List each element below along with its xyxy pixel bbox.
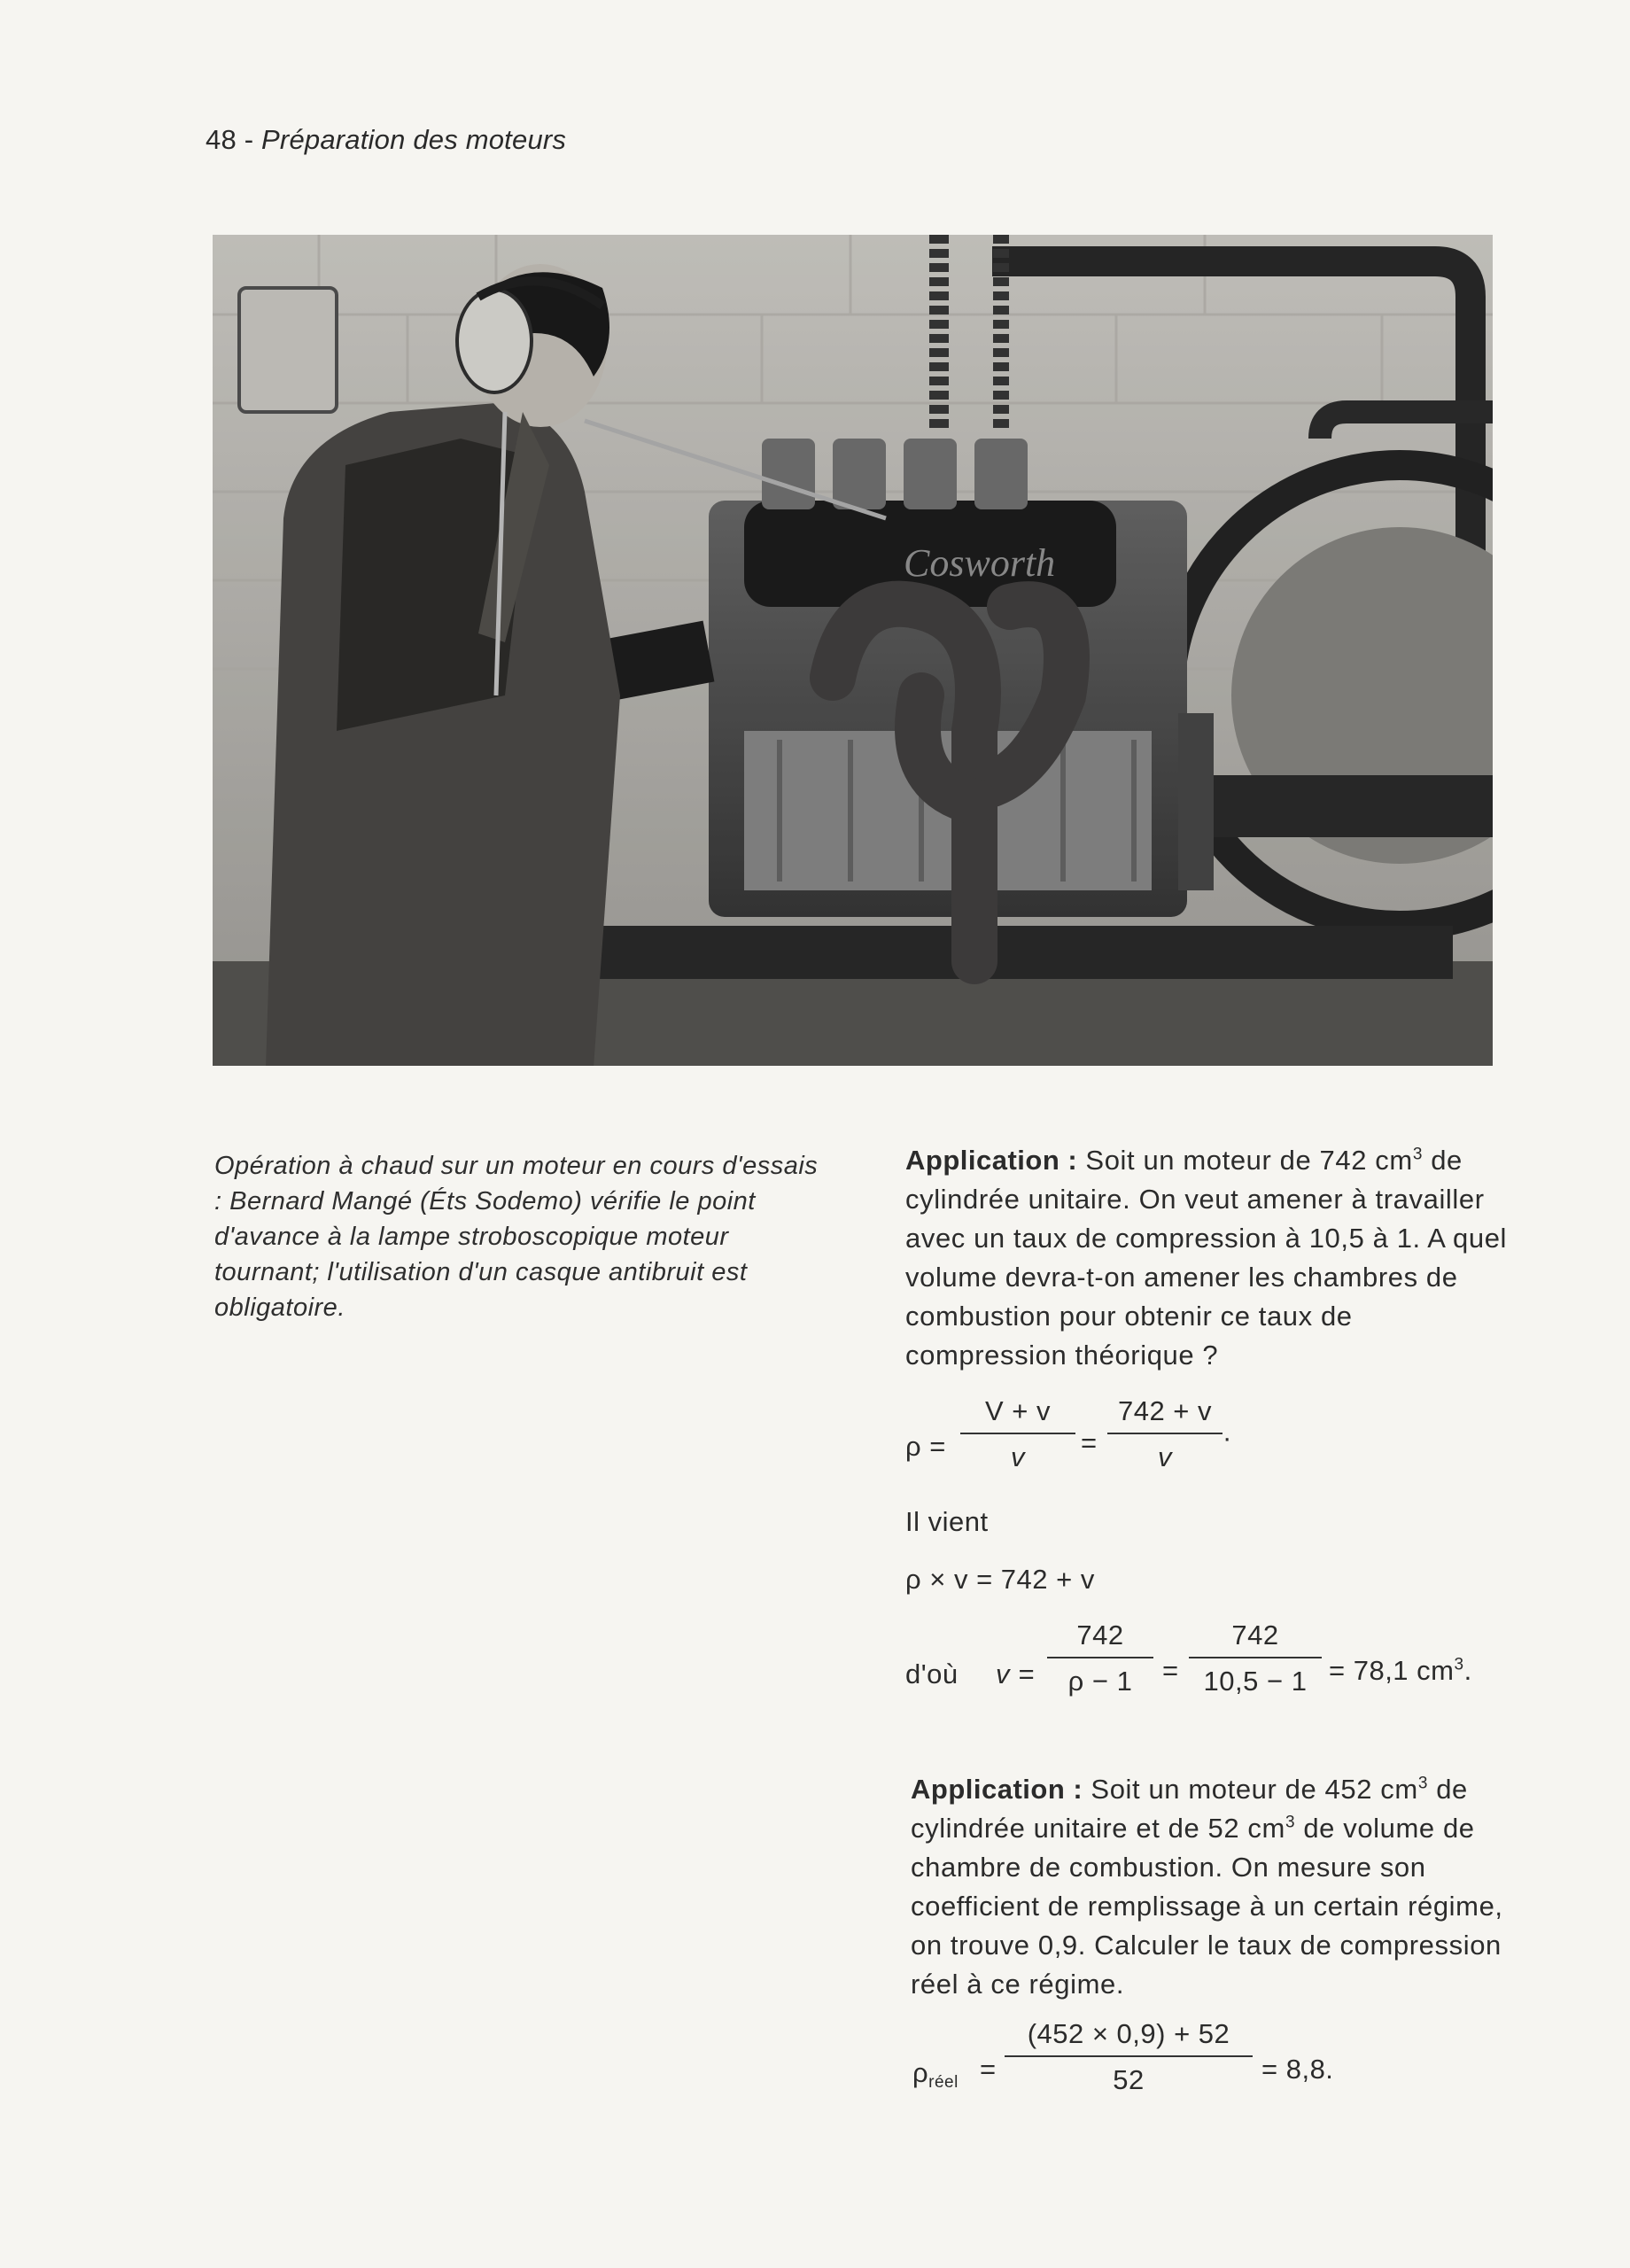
application-1-label: Application : — [905, 1145, 1078, 1176]
engine-test-photo — [213, 235, 1493, 1066]
eq4-fraction — [1005, 2018, 1253, 2096]
application-2-text-a: Soit un moteur de 452 cm — [1083, 1774, 1418, 1805]
eq1-equals: = — [1081, 1427, 1098, 1458]
eq3-equals: = — [1162, 1655, 1179, 1686]
equation-2: ρ × v = 742 + v — [905, 1564, 1095, 1595]
equation-3 — [905, 1619, 1525, 1717]
application-2-label: Application : — [911, 1774, 1083, 1805]
eq4-rho-subscript: réel — [928, 2073, 959, 2092]
application-1-text-b: de cylindrée unitaire. On veut amener à travailler avec un taux de compression à 10,5 à 1. A quel volume devra-t-on amener les chambres de combustion pour obtenir ce taux de compression théorique ? — [905, 1145, 1508, 1371]
il-vient-text: Il vient — [905, 1506, 989, 1537]
eq4-rho: ρ — [912, 2057, 929, 2088]
eq1-frac1-numerator: V + v — [960, 1395, 1075, 1434]
eq4-numerator: (452 × 0,9) + 52 — [1005, 2018, 1253, 2057]
eq1-lhs: ρ = — [905, 1431, 946, 1462]
eq1-frac2-denominator: v — [1158, 1441, 1172, 1472]
running-header — [206, 124, 566, 156]
application-2-sup-b: 3 — [1285, 1813, 1296, 1832]
eq3-fraction-2 — [1189, 1619, 1322, 1697]
eq4-result: = 8,8. — [1261, 2054, 1334, 2085]
application-1-paragraph — [905, 1141, 1508, 1375]
engine-brand-text: Cosworth — [904, 541, 1056, 585]
eq3-prefix: d'où — [905, 1658, 959, 1689]
equation-1 — [905, 1395, 1525, 1493]
eq3-frac2-numerator: 742 — [1189, 1619, 1322, 1658]
eq1-frac2-numerator: 742 + v — [1107, 1395, 1222, 1434]
eq3-frac2-denominator: 10,5 − 1 — [1203, 1666, 1308, 1697]
eq3-lhs: v = — [996, 1658, 1035, 1689]
eq1-frac1-denominator: v — [1011, 1441, 1025, 1472]
application-2-paragraph — [911, 1770, 1513, 2004]
photo-caption: Opération à chaud sur un moteur en cours d'essais : Bernard Mangé (Éts Sodemo) vérifie le point d'avance à la lampe stroboscopique moteur tournant; l'utilisation d'un casque antibruit est obligatoire. — [214, 1152, 819, 1322]
eq1-end-dot: · — [1222, 1422, 1232, 1453]
application-1-sup-a: 3 — [1412, 1145, 1423, 1164]
application-2-text-c: de volume de chambre de combustion. On mesure son coefficient de remplissage à un certain régime, on trouve 0,9. Calculer le taux de compression réel à ce régime. — [911, 1813, 1503, 2000]
application-2-sup-a: 3 — [1417, 1774, 1428, 1793]
eq3-result-end: . — [1463, 1655, 1472, 1686]
eq4-equals: = — [980, 2054, 997, 2085]
eq3-result-value: = 78,1 cm — [1329, 1655, 1455, 1686]
header-separator: - — [236, 124, 262, 155]
running-title: Préparation des moteurs — [261, 124, 567, 155]
eq3-fraction-1 — [1047, 1619, 1153, 1697]
equation-4 — [912, 2018, 1533, 2116]
eq1-fraction-1 — [960, 1395, 1075, 1473]
eq4-denominator: 52 — [1113, 2064, 1145, 2095]
application-1-text-a: Soit un moteur de 742 cm — [1077, 1145, 1413, 1176]
eq4-lhs — [912, 2057, 959, 2093]
page-number: 48 — [206, 124, 237, 155]
eq1-fraction-2 — [1107, 1395, 1222, 1473]
eq3-result-sup: 3 — [1454, 1655, 1464, 1674]
eq3-result — [1329, 1655, 1472, 1687]
photo-illustration — [213, 235, 1493, 1066]
eq3-frac1-numerator: 742 — [1047, 1619, 1153, 1658]
eq3-frac1-denominator: ρ − 1 — [1067, 1666, 1133, 1697]
application-2-text-b: de cylindrée unitaire et de 52 cm — [911, 1774, 1468, 1844]
